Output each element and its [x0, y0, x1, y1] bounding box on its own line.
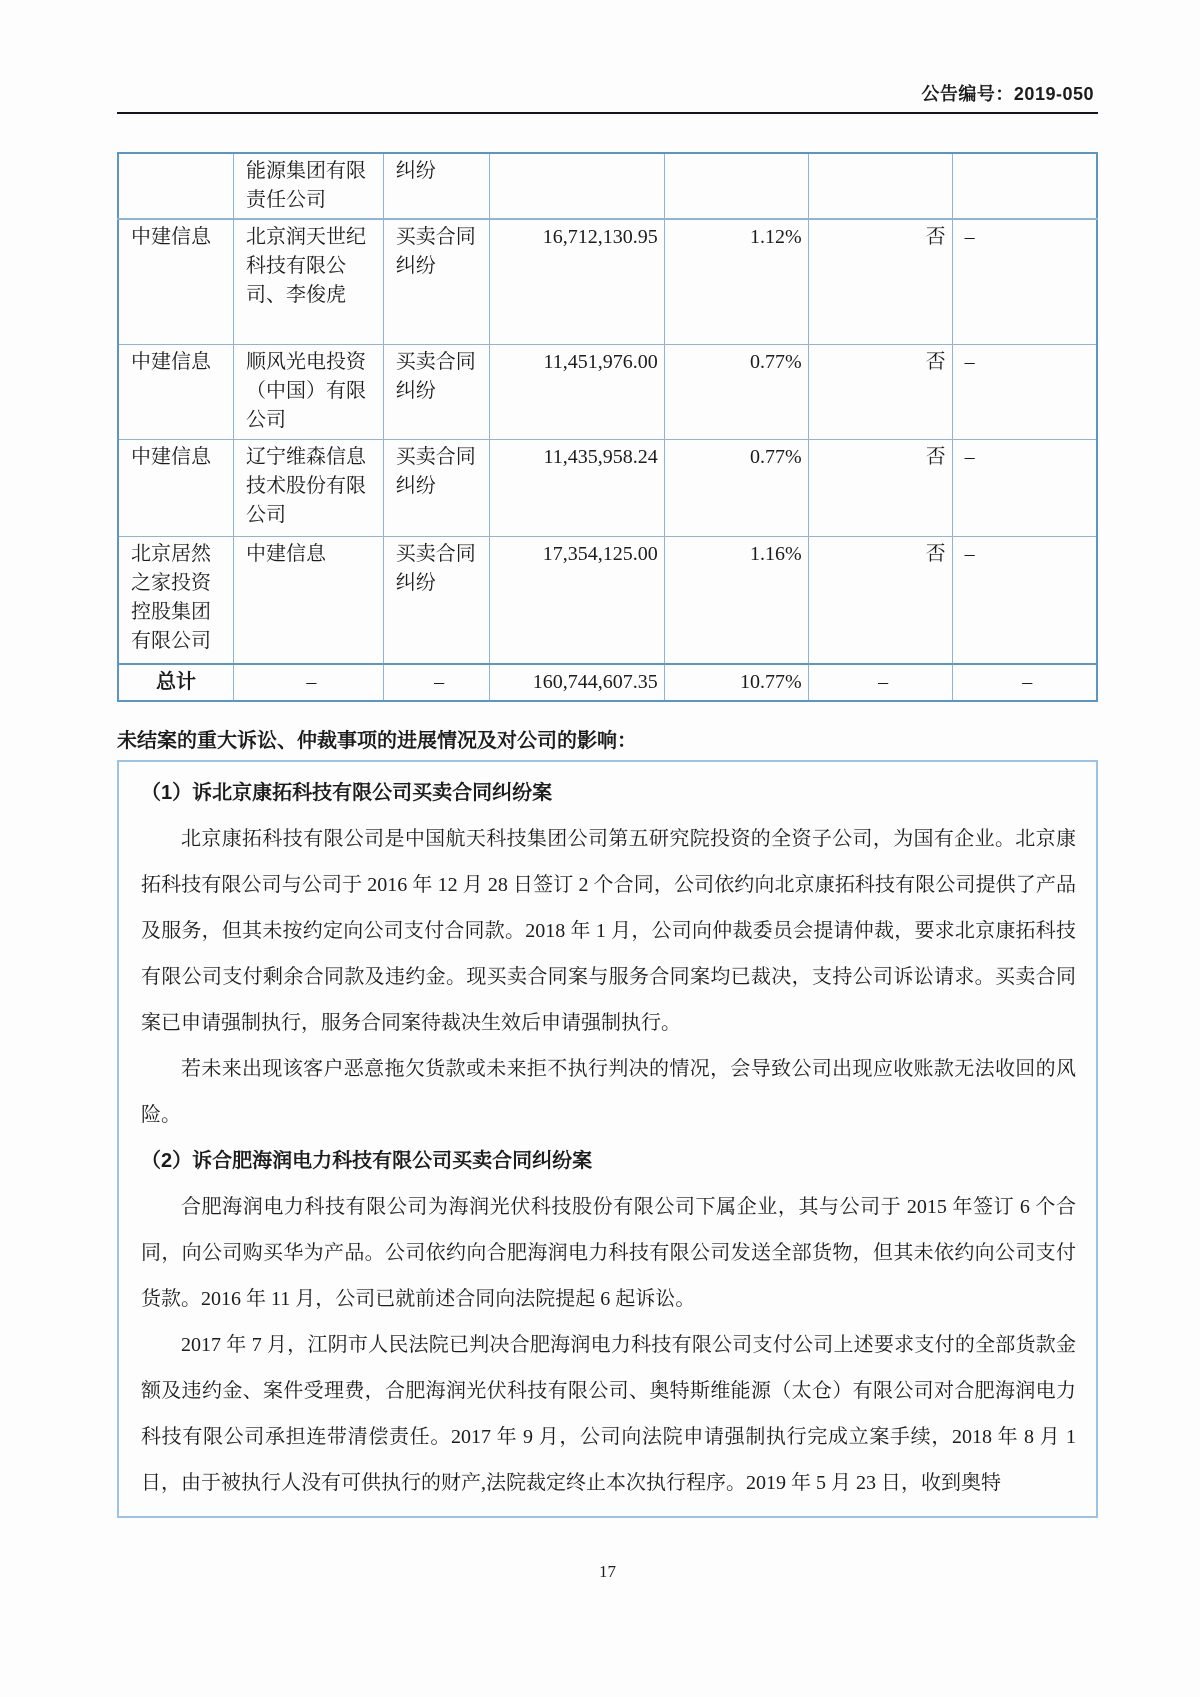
table-cell: 否: [808, 536, 952, 664]
case2-paragraph-1: 合肥海润电力科技有限公司为海润光伏科技股份有限公司下属企业，其与公司于 2015 年签订 6 个合同，向公司购买华为产品。公司依约向合肥海润电力科技有限公司发送全部货物，但其未依约向公司支付货款。2016 年 11 月，公司已就前述合同向法院提起 6 起诉讼。: [141, 1196, 1076, 1310]
table-cell: 买卖合同纠纷: [383, 439, 489, 536]
table-cell: –: [952, 219, 1097, 344]
table-cell: 买卖合同纠纷: [383, 536, 489, 664]
table-cell: 纠纷: [383, 153, 489, 219]
table-cell: [664, 153, 808, 219]
case1-paragraph-2: 若未来出现该客户恶意拖欠货款或未来拒不执行判决的情况，会导致公司出现应收账款无法收回的风险。: [141, 1058, 1076, 1126]
table-cell: 否: [808, 344, 952, 439]
table-row: [118, 536, 1097, 664]
table-cell: 北京润天世纪科技有限公司、李俊虎: [234, 219, 384, 344]
litigation-table: [117, 152, 1098, 702]
table-cell: 中建信息: [118, 344, 234, 439]
table-row: [118, 439, 1097, 536]
table-total-row: [118, 664, 1097, 701]
table-cell: 中建信息: [118, 439, 234, 536]
table-cell: 北京居然之家投资控股集团有限公司: [118, 536, 234, 664]
announcement-number: 公告编号：2019-050: [921, 84, 1094, 104]
table-cell: 买卖合同纠纷: [383, 344, 489, 439]
case2-heading: （2）诉合肥海润电力科技有限公司买卖合同纠纷案: [141, 1150, 593, 1172]
table-cell: 中建信息: [118, 219, 234, 344]
table-cell: [808, 153, 952, 219]
table-cell: [489, 153, 664, 219]
table-cell: 能源集团有限责任公司: [234, 153, 384, 219]
case1-paragraph-1: 北京康拓科技有限公司是中国航天科技集团公司第五研究院投资的全资子公司，为国有企业。北京康拓科技有限公司与公司于 2016 年 12 月 28 日签订 2 个合同，公司依约向北京康拓科技有限公司提供了产品及服务，但其未按约定向公司支付合同款。2018 年 1 月，公司向仲裁委员会提请仲裁，要求北京康拓科技有限公司支付剩余合同款及违约金。现买卖合同案与服务合同案均已裁决，支持公司诉讼请求。买卖合同案已申请强制执行，服务合同案待裁决生效后申请强制执行。: [141, 828, 1076, 1034]
page-header: [117, 80, 1098, 106]
case1-heading: （1）诉北京康拓科技有限公司买卖合同纠纷案: [141, 782, 553, 804]
page-number: 17: [599, 1562, 616, 1581]
table-row: [118, 219, 1097, 344]
table-cell: 中建信息: [234, 536, 384, 664]
table-cell: –: [234, 664, 384, 701]
table-cell: 160,744,607.35: [489, 664, 664, 701]
header-divider: [117, 112, 1098, 114]
table-cell: 17,354,125.00: [489, 536, 664, 664]
table-cell: –: [952, 344, 1097, 439]
table-cell: [952, 153, 1097, 219]
table-cell: –: [952, 439, 1097, 536]
table-cell: 辽宁维森信息技术股份有限公司: [234, 439, 384, 536]
table-cell: 10.77%: [664, 664, 808, 701]
table-cell: 顺风光电投资（中国）有限公司: [234, 344, 384, 439]
case2-paragraph-2: 2017 年 7 月，江阴市人民法院已判决合肥海润电力科技有限公司支付公司上述要求支付的全部货款金额及违约金、案件受理费，合肥海润光伏科技有限公司、奥特斯维能源（太仓）有限公司对合肥海润电力科技有限公司承担连带清偿责任。2017 年 9 月，公司向法院申请强制执行完成立案手续，2018 年 8 月 1 日，由于被执行人没有可供执行的财产,法院裁定终止本次执行程序。2019 年 5 月 23 日，收到奥特: [141, 1334, 1076, 1494]
table-cell: 1.16%: [664, 536, 808, 664]
table-cell: –: [952, 536, 1097, 664]
table-cell: 16,712,130.95: [489, 219, 664, 344]
table-row: [118, 153, 1097, 219]
table-cell: 0.77%: [664, 344, 808, 439]
litigation-details-box: [117, 760, 1098, 1518]
table-cell: –: [808, 664, 952, 701]
table-cell: 1.12%: [664, 219, 808, 344]
table-row: [118, 344, 1097, 439]
table-cell: 买卖合同纠纷: [383, 219, 489, 344]
table-cell: 否: [808, 439, 952, 536]
table-cell: 0.77%: [664, 439, 808, 536]
table-cell: 11,451,976.00: [489, 344, 664, 439]
table-cell: –: [383, 664, 489, 701]
table-cell: –: [952, 664, 1097, 701]
table-cell: 11,435,958.24: [489, 439, 664, 536]
table-cell: 否: [808, 219, 952, 344]
table-cell: [118, 153, 234, 219]
table-cell: 总计: [118, 664, 234, 701]
section-heading: 未结案的重大诉讼、仲裁事项的进展情况及对公司的影响：: [117, 730, 637, 752]
